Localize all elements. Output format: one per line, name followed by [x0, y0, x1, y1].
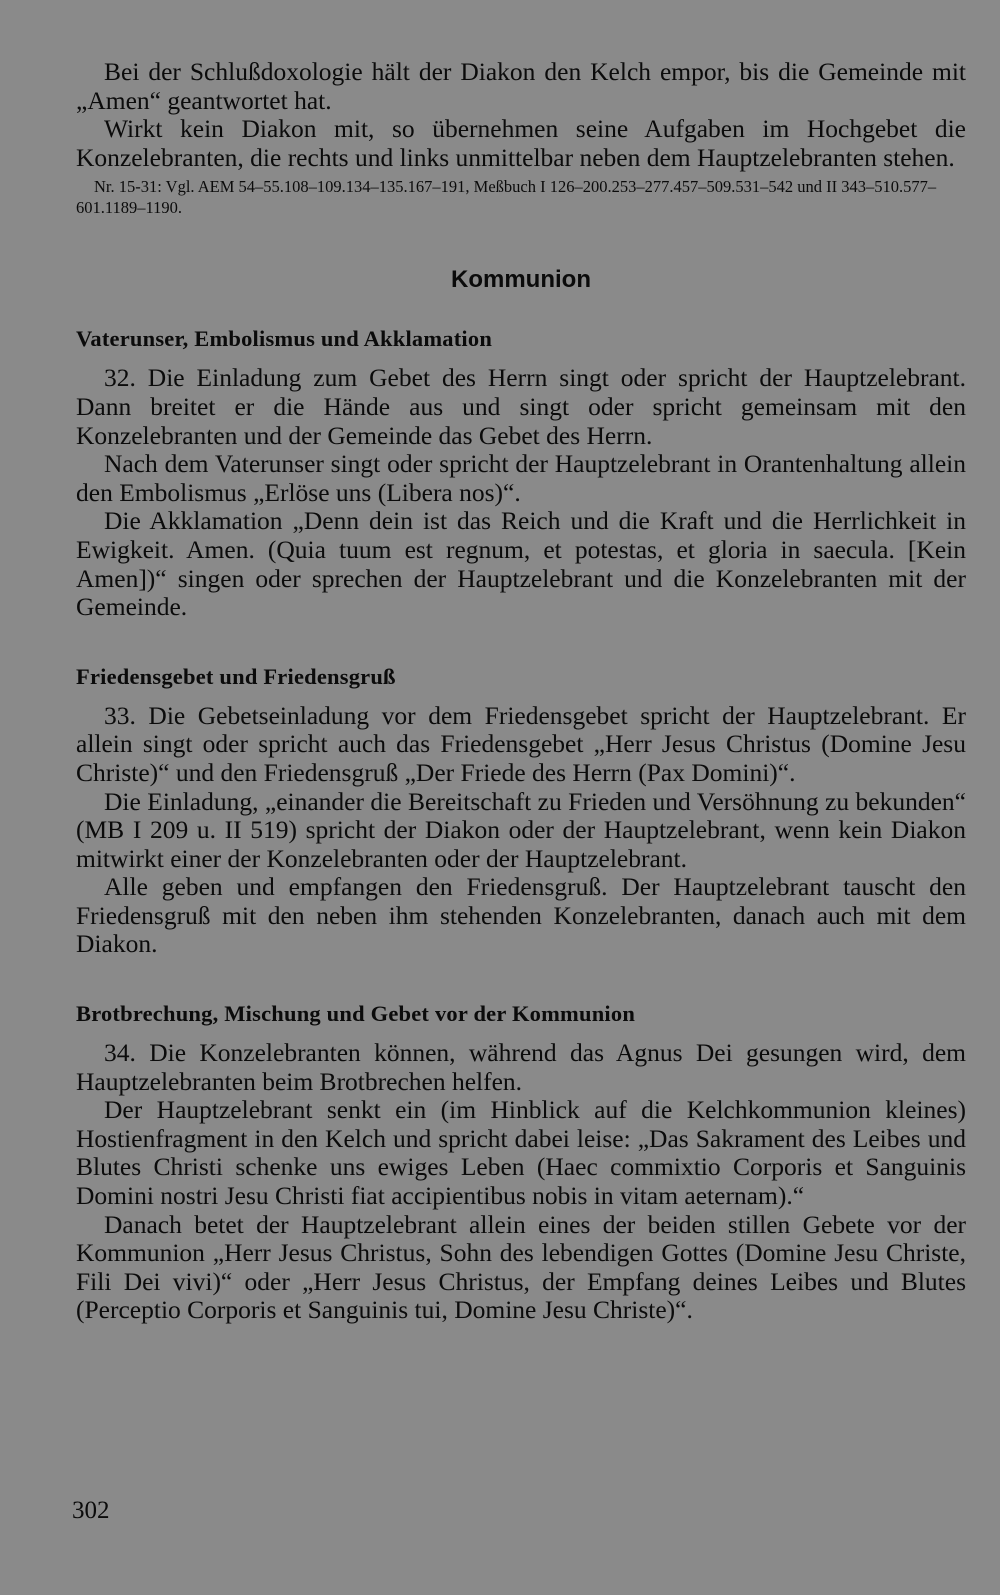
paragraph: Die Akklamation „Denn dein ist das Reich und die Kraft und die Herrlichkeit in Ewigkeit. Amen. (Quia tuum est regnum, et potestas, et gloria in saecula. [Kein Amen])“ singen oder sprechen der Hauptzelebrant und die Konzelebranten mit der Gemeinde. [76, 506, 966, 622]
paragraph: Bei der Schlußdoxologie hält der Diakon den Kelch empor, bis die Gemeinde mit „Amen“ geantwortet hat. [76, 57, 966, 115]
paragraph: Nach dem Vaterunser singt oder spricht der Hauptzelebrant in Orantenhaltung allein den Embolismus „Erlöse uns (Libera nos)“. [76, 449, 966, 507]
paragraph: Die Einladung, „einander die Bereitschaft zu Frieden und Versöhnung zu bekunden“ (MB I 209 u. II 519) spricht der Diakon oder der Hauptzelebrant, wenn kein Diakon mitwirkt einer der Konzelebranten oder der Hauptzelebrant. [76, 786, 966, 873]
subsection-heading: Friedensgebet und Friedensgruß [76, 663, 396, 689]
subsection-heading: Vaterunser, Embolismus und Akklamation [76, 326, 493, 352]
reference-note: Nr. 15-31: Vgl. AEM 54–55.108–109.134–135.167–191, Meßbuch I 126–200.253–277.457–509.531–542 und II 343–510.577–601.1189–1190. [76, 177, 937, 218]
subsection-heading: Brotbrechung, Mischung und Gebet vor der Kommunion [76, 1001, 636, 1027]
paragraph: 34. Die Konzelebranten können, während das Agnus Dei gesungen wird, dem Hauptzelebranten beim Brotbrechen helfen. [76, 1038, 966, 1096]
paragraph: 33. Die Gebetseinladung vor dem Friedensgebet spricht der Hauptzelebrant. Er allein singt oder spricht auch das Friedensgebet „Herr Jesus Christus (Domine Jesu Christe)“ und den Friedensgruß „Der Friede des Herrn (Pax Domini)“. [76, 700, 966, 787]
paragraph: Der Hauptzelebrant senkt ein (im Hinblick auf die Kelchkommunion kleines) Hostienfragment in den Kelch und spricht dabei leise: „Das Sakrament des Leibes und Blutes Christi schenke uns ewiges Leben (Haec commixtio Corporis et Sanguinis Domini nostri Jesu Christi fiat accipientibus nobis in vitam aeternam).“ [76, 1095, 966, 1211]
section-title: Kommunion [451, 266, 591, 294]
page-number: 302 [72, 1497, 110, 1524]
paragraph: Wirkt kein Diakon mit, so übernehmen seine Aufgaben im Hochgebet die Konzelebranten, die rechts und links unmittelbar neben dem Hauptzelebranten stehen. [76, 114, 966, 172]
paragraph: 32. Die Einladung zum Gebet des Herrn singt oder spricht der Hauptzelebrant. Dann breitet er die Hände aus und singt oder spricht gemeinsam mit den Konzelebranten und der Gemeinde das Gebet des Herrn. [76, 363, 966, 450]
paragraph: Danach betet der Hauptzelebrant allein eines der beiden stillen Gebete vor der Kommunion „Herr Jesus Christus, Sohn des lebendigen Gottes (Domine Jesu Christe, Fili Dei vivi)“ oder „Herr Jesus Christus, der Empfang deines Leibes und Blutes (Perceptio Corporis et Sanguinis tui, Domine Jesu Christe)“. [76, 1209, 966, 1325]
paragraph: Alle geben und empfangen den Friedensgruß. Der Hauptzelebrant tauscht den Friedensgruß mit den neben ihm stehenden Konzelebranten, danach auch mit dem Diakon. [76, 872, 966, 959]
